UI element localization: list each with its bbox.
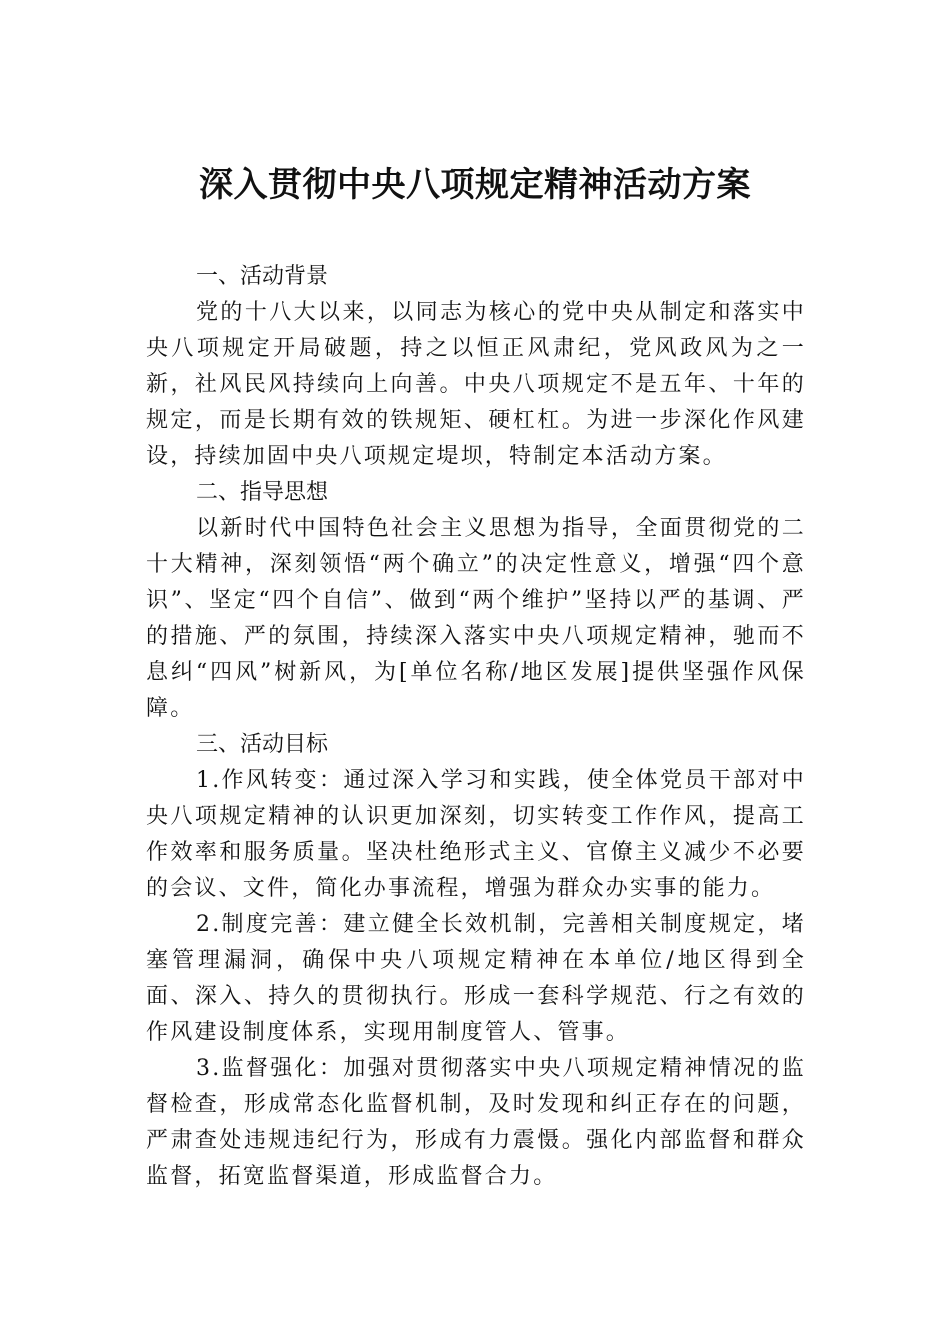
guiding-thought-paragraph: 以新时代中国特色社会主义思想为指导，全面贯彻党的二十大精神，深刻领悟“两个确立”的决定性意义，增强“四个意识”、坚定“四个自信”、做到“两个维护”坚持以严的基调、严的措施、严的氛围，持续深入落实中央八项规定精神，驰而不息纠“四风”树新风，为[单位名称/地区发展]提供坚强作风保障。 xyxy=(146,516,806,721)
document-body xyxy=(146,259,806,1195)
section-heading-guiding-thought: 二、指导思想 xyxy=(196,480,329,505)
goal-supervision-paragraph: 3.监督强化：加强对贯彻落实中央八项规定精神情况的监督检查，形成常态化监督机制，及时发现和纠正存在的问题，严肃查处违规违纪行为，形成有力震慑。强化内部监督和群众监督，拓宽监督渠道，形成监督合力。 xyxy=(146,1056,806,1189)
goal-system-improvement-paragraph: 2.制度完善：建立健全长效机制，完善相关制度规定，堵塞管理漏洞，确保中央八项规定精神在本单位/地区得到全面、深入、持久的贯彻执行。形成一套科学规范、行之有效的作风建设制度体系，实现用制度管人、管事。 xyxy=(146,912,806,1045)
goal-style-change-paragraph: 1.作风转变：通过深入学习和实践，使全体党员干部对中央八项规定精神的认识更加深刻，切实转变工作作风，提高工作效率和服务质量。坚决杜绝形式主义、官僚主义减少不必要的会议、文件，简化办事流程，增强为群众办实事的能力。 xyxy=(146,768,806,901)
section-heading-background: 一、活动背景 xyxy=(196,264,329,289)
background-paragraph: 党的十八大以来，以同志为核心的党中央从制定和落实中央八项规定开局破题，持之以恒正风肃纪，党风政风为之一新，社风民风持续向上向善。中央八项规定不是五年、十年的规定，而是长期有效的铁规矩、硬杠杠。为进一步深化作风建设，持续加固中央八项规定堤坝，特制定本活动方案。 xyxy=(146,300,806,469)
document-title: 深入贯彻中央八项规定精神活动方案 xyxy=(199,165,751,205)
section-heading-goals: 三、活动目标 xyxy=(196,732,329,757)
